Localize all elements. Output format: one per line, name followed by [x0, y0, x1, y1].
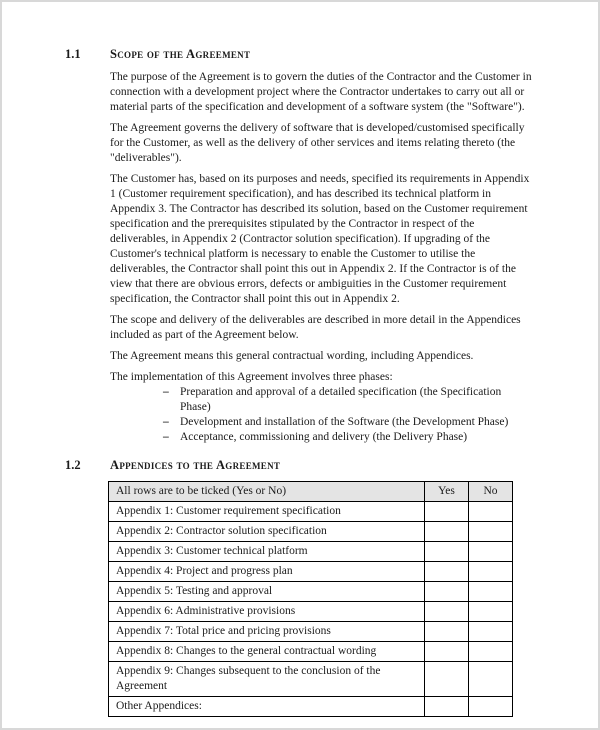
phase-item — [110, 430, 534, 445]
yes-tick-cell[interactable] — [425, 502, 469, 522]
table-row — [109, 602, 513, 622]
dash-bullet-icon: – — [163, 386, 169, 398]
yes-tick-cell[interactable] — [425, 697, 469, 717]
dash-bullet-icon: – — [163, 431, 169, 443]
appendix-label: Appendix 7: Total price and pricing provisions — [109, 622, 425, 642]
table-row — [109, 522, 513, 542]
phase-item-text: Preparation and approval of a detailed specification (the Specification Phase) — [180, 386, 502, 413]
section-heading-row — [65, 458, 538, 473]
section-scope — [65, 47, 538, 445]
no-tick-cell[interactable] — [469, 542, 513, 562]
appendix-label: Appendix 6: Administrative provisions — [109, 602, 425, 622]
table-row — [109, 542, 513, 562]
yes-tick-cell[interactable] — [425, 562, 469, 582]
section-body — [110, 70, 534, 445]
section-heading: Appendices to the Agreement — [110, 458, 281, 472]
section-heading: Scope of the Agreement — [110, 47, 251, 61]
phase-item — [110, 415, 534, 430]
dash-bullet-icon: – — [163, 416, 169, 428]
table-row — [109, 662, 513, 697]
yes-tick-cell[interactable] — [425, 642, 469, 662]
table-header-yes: Yes — [425, 482, 469, 502]
table-row — [109, 697, 513, 717]
no-tick-cell[interactable] — [469, 662, 513, 697]
yes-tick-cell[interactable] — [425, 522, 469, 542]
no-tick-cell[interactable] — [469, 562, 513, 582]
no-tick-cell[interactable] — [469, 622, 513, 642]
section-number: 1.2 — [65, 458, 81, 472]
yes-tick-cell[interactable] — [425, 542, 469, 562]
phase-item — [110, 385, 534, 415]
section-number: 1.1 — [65, 47, 81, 61]
section-heading-row — [65, 47, 538, 62]
table-header-no: No — [469, 482, 513, 502]
phase-list — [110, 385, 534, 445]
section-body — [110, 481, 534, 717]
yes-tick-cell[interactable] — [425, 662, 469, 697]
appendix-label: Appendix 5: Testing and approval — [109, 582, 425, 602]
appendix-label: Appendix 4: Project and progress plan — [109, 562, 425, 582]
table-row — [109, 642, 513, 662]
no-tick-cell[interactable] — [469, 502, 513, 522]
no-tick-cell[interactable] — [469, 697, 513, 717]
appendix-label: Appendix 8: Changes to the general contractual wording — [109, 642, 425, 662]
table-header-label: All rows are to be ticked (Yes or No) — [109, 482, 425, 502]
appendices-table — [108, 481, 513, 717]
table-row — [109, 582, 513, 602]
appendix-label: Appendix 9: Changes subsequent to the conclusion of the Agreement — [109, 662, 425, 697]
paragraph: The scope and delivery of the deliverables are described in more detail in the Appendices included as part of the Agreement below. — [110, 314, 521, 341]
appendix-label: Appendix 2: Contractor solution specification — [109, 522, 425, 542]
phase-item-text: Acceptance, commissioning and delivery (the Delivery Phase) — [180, 431, 468, 443]
paragraph: The Customer has, based on its purposes and needs, specified its requirements in Appendix 1 (Customer requirement specification), and has described its technical platform in Appendix 3. The Contractor has described its solution, based on the Customer requirement specification and the prerequisites stipulated by the Contractor in respect of the deliverables, in Appendix 2 (Contractor solution specification). If upgrading of the Customer's technical platform is necessary to enable the Customer to utilise the deliverables, the Contractor shall point this out in Appendix 2. If the Contractor is of the view that there are obvious errors, defects or ambiguities in the Customer requirement specification, the Contractor shall point this out in Appendix 2. — [110, 173, 530, 305]
phase-item-text: Development and installation of the Software (the Development Phase) — [180, 416, 509, 428]
paragraph: The Agreement governs the delivery of software that is developed/customised specifically for the Customer, as well as the delivery of other services and items relating thereto (the "deliverables"). — [110, 122, 525, 164]
no-tick-cell[interactable] — [469, 582, 513, 602]
phases-intro: The implementation of this Agreement involves three phases: — [110, 371, 393, 383]
table-row — [109, 562, 513, 582]
table-header-row — [109, 482, 513, 502]
no-tick-cell[interactable] — [469, 602, 513, 622]
no-tick-cell[interactable] — [469, 642, 513, 662]
paragraph: The purpose of the Agreement is to govern the duties of the Contractor and the Customer in connection with a development project where the Contractor undertakes to carry out all or material parts of the specification and development of a software system (the "Software"). — [110, 71, 532, 113]
no-tick-cell[interactable] — [469, 522, 513, 542]
yes-tick-cell[interactable] — [425, 622, 469, 642]
table-row — [109, 502, 513, 522]
paragraph: The Agreement means this general contractual wording, including Appendices. — [110, 350, 474, 362]
yes-tick-cell[interactable] — [425, 602, 469, 622]
appendix-label: Appendix 1: Customer requirement specification — [109, 502, 425, 522]
appendix-label: Other Appendices: — [109, 697, 425, 717]
table-row — [109, 622, 513, 642]
section-appendices — [65, 458, 538, 717]
appendix-label: Appendix 3: Customer technical platform — [109, 542, 425, 562]
yes-tick-cell[interactable] — [425, 582, 469, 602]
